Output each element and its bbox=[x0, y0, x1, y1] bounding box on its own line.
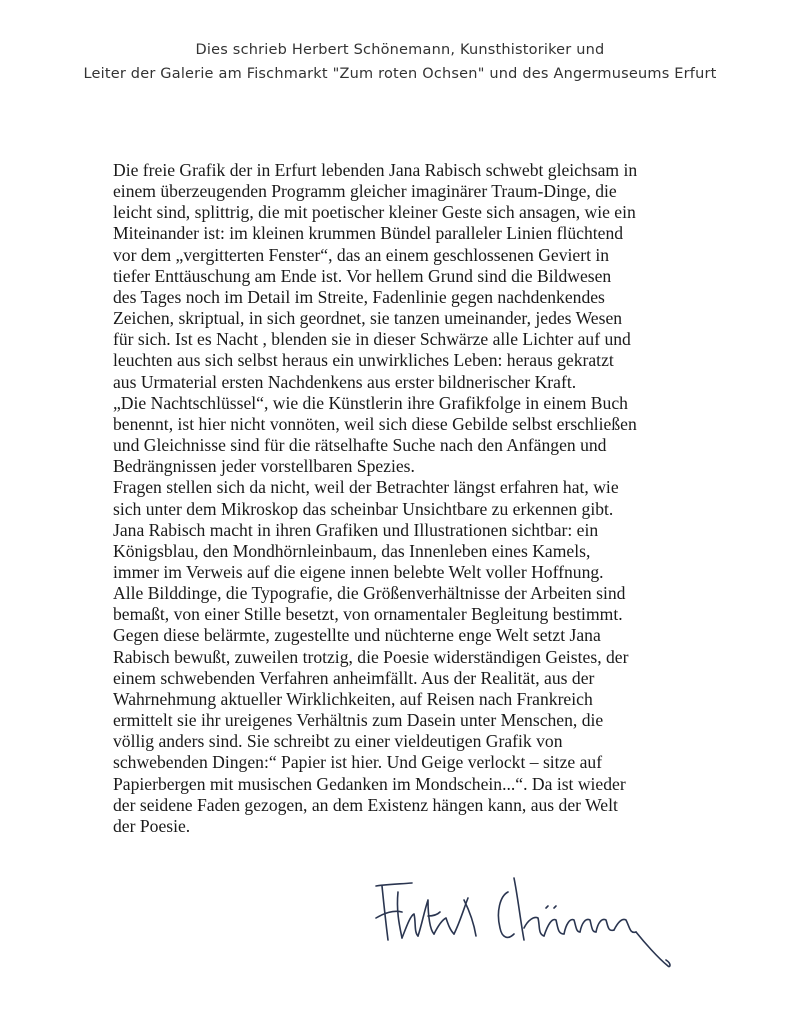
text-line: sich unter dem Mikroskop das scheinbar Unsichtbare zu erkennen gibt. bbox=[113, 498, 614, 519]
text-line: Fragen stellen sich da nicht, weil der Betrachter längst erfahren hat, wie bbox=[113, 477, 619, 498]
text-line: tiefer Enttäuschung am Ende ist. Vor hellem Grund sind die Bildwesen bbox=[113, 265, 612, 286]
text-line: leuchten aus sich selbst heraus ein unwirkliches Leben: heraus gekratzt bbox=[113, 350, 614, 371]
text-line: aus Urmaterial ersten Nachdenkens aus erster bildnerischer Kraft. bbox=[113, 371, 577, 392]
text-line: einem schwebenden Verfahren anheimfällt. Aus der Realität, aus der bbox=[113, 667, 595, 688]
text-line: bemaßt, von einer Stille besetzt, von ornamentaler Begleitung bestimmt. bbox=[113, 604, 623, 625]
text-line: ermittelt sie ihr ureigenes Verhältnis zum Dasein unter Menschen, die bbox=[113, 710, 604, 731]
text-line: einem überzeugenden Programm gleicher imaginärer Traum-Dinge, die bbox=[113, 181, 617, 202]
document-header bbox=[0, 38, 800, 86]
text-line: immer im Verweis auf die eigene innen belebte Welt voller Hoffnung. bbox=[113, 561, 604, 582]
signature-drawing bbox=[368, 872, 688, 972]
text-line: der Poesie. bbox=[113, 815, 191, 836]
text-line: leicht sind, splittrig, die mit poetischer kleiner Geste sich ansagen, wie ein bbox=[113, 202, 636, 223]
handwritten-signature bbox=[368, 872, 688, 972]
text-line: Miteinander ist: im kleinen krummen Bündel paralleler Linien flüchtend bbox=[113, 223, 624, 244]
text-line: Bedrängnissen jeder vorstellbaren Spezies. bbox=[113, 456, 415, 477]
text-line: Jana Rabisch macht in ihren Grafiken und Illustrationen sichtbar: ein bbox=[113, 519, 599, 540]
text-line: Alle Bilddinge, die Typografie, die Größenverhältnisse der Arbeiten sind bbox=[113, 583, 626, 604]
text-line: benennt, ist hier nicht vonnöten, weil sich diese Gebilde selbst erschließen bbox=[113, 413, 637, 434]
text-line: Rabisch bewußt, zuweilen trotzig, die Poesie widerständigen Geistes, der bbox=[113, 646, 629, 667]
text-line: Die freie Grafik der in Erfurt lebenden Jana Rabisch schwebt gleichsam in bbox=[113, 160, 638, 180]
header-line-2: Leiter der Galerie am Fischmarkt "Zum roten Ochsen" und des Angermuseums Erfurt bbox=[83, 66, 717, 82]
text-line: vor dem „vergitterten Fenster“, das an einem geschlossenen Geviert in bbox=[113, 244, 610, 265]
body-text bbox=[113, 160, 725, 837]
text-line: völlig anders sind. Sie schreibt zu einer vieldeutigen Grafik von bbox=[113, 731, 563, 752]
text-line: Wahrnehmung aktueller Wirklichkeiten, auf Reisen nach Frankreich bbox=[113, 688, 593, 709]
text-line: des Tages noch im Detail im Streite, Fadenlinie gegen nachdenkendes bbox=[113, 286, 605, 307]
text-line: schwebenden Dingen:“ Papier ist hier. Und Geige verlockt – sitze auf bbox=[113, 752, 603, 773]
header-line-1: Dies schrieb Herbert Schönemann, Kunsthistoriker und bbox=[195, 42, 605, 58]
text-line: Zeichen, skriptual, in sich geordnet, sie tanzen umeinander, jedes Wesen bbox=[113, 308, 623, 329]
text-line: Königsblau, den Mondhörnleinbaum, das Innenleben eines Kamels, bbox=[113, 540, 591, 561]
text-line: der seidene Faden gezogen, an dem Existenz hängen kann, aus der Welt bbox=[113, 794, 618, 815]
text-line: und Gleichnisse sind für die rätselhafte Suche nach den Anfängen und bbox=[113, 435, 607, 456]
text-line: für sich. Ist es Nacht , blenden sie in dieser Schwärze alle Lichter auf und bbox=[113, 329, 631, 350]
text-line: Papierbergen mit musischen Gedanken im Mondschein...“. Da ist wieder bbox=[113, 773, 626, 794]
text-line: Gegen diese belärmte, zugestellte und nüchterne enge Welt setzt Jana bbox=[113, 625, 601, 646]
text-line: „Die Nachtschlüssel“, wie die Künstlerin ihre Grafikfolge in einem Buch bbox=[113, 392, 628, 413]
